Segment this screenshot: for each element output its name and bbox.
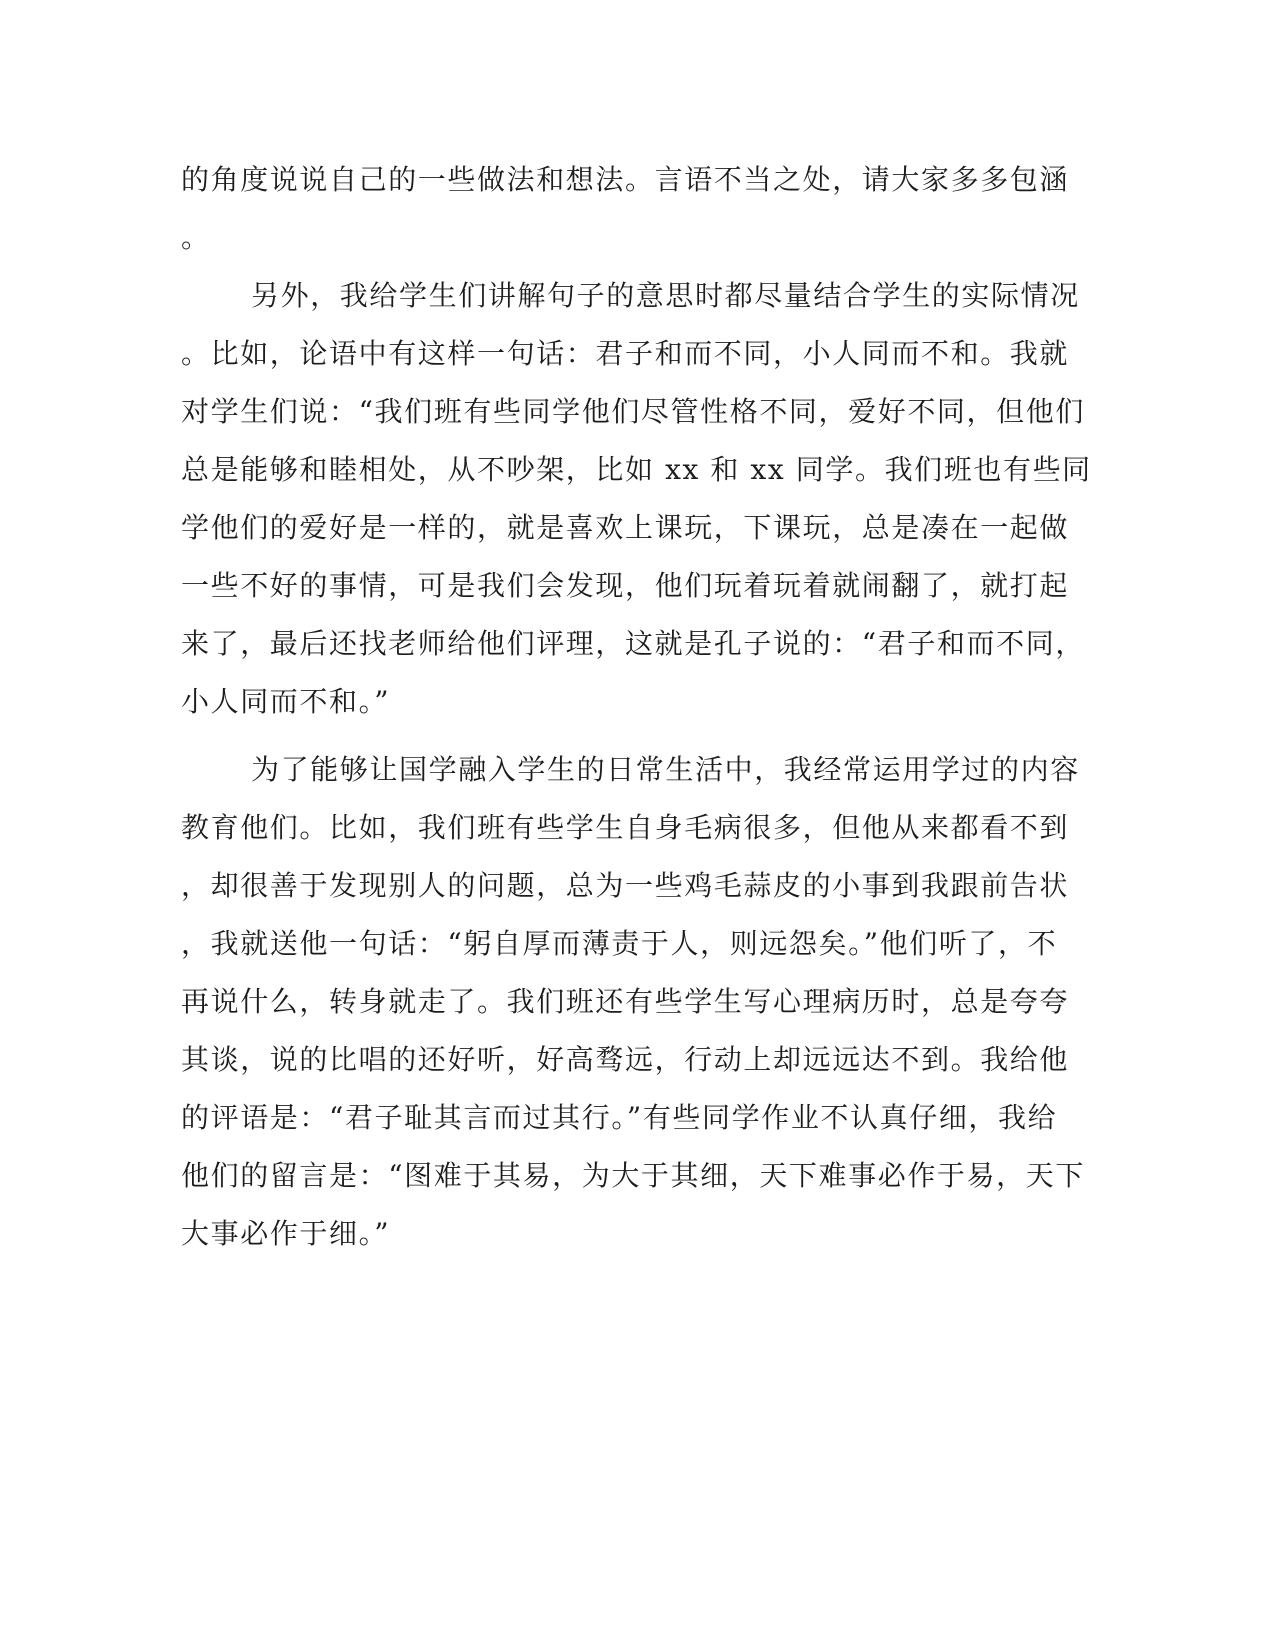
text-line: ，我就送他一句话：“躬自厚而薄责于人，则远怨矣。”他们听了，不	[181, 927, 1058, 960]
paragraph-first-line: 另外，我给学生们讲解句子的意思时都尽量结合学生的实际情况	[251, 279, 1080, 312]
text-line: 的评语是：“君子耻其言而过其行。”有些同学作业不认真仔细，我给	[181, 1101, 1058, 1134]
text-line: 其谈，说的比唱的还好听，好高骛远，行动上却远远达不到。我给他	[181, 1043, 1070, 1076]
text-line: ，却很善于发现别人的问题，总为一些鸡毛蒜皮的小事到我跟前告状	[181, 869, 1070, 902]
text-line: 。比如，论语中有这样一句话：君子和而不同，小人同而不和。我就	[181, 337, 1070, 370]
text-line: 总是能够和睦相处，从不吵架，比如 xx 和 xx 同学。我们班也有些同	[181, 453, 1092, 486]
text-line: 。	[181, 221, 211, 254]
text-line: 大事必作于细。”	[181, 1217, 391, 1250]
text-line: 对学生们说：“我们班有些同学他们尽管性格不同，爱好不同，但他们	[181, 395, 1085, 428]
text-line: 的角度说说自己的一些做法和想法。言语不当之处，请大家多多包涵	[181, 163, 1070, 196]
paragraph-first-line: 为了能够让国学融入学生的日常生活中，我经常运用学过的内容	[251, 753, 1080, 786]
text-line: 一些不好的事情，可是我们会发现，他们玩着玩着就闹翻了，就打起	[181, 569, 1070, 602]
text-line: 他们的留言是：“图难于其易，为大于其细，天下难事必作于易，天下	[181, 1159, 1085, 1192]
text-line: 再说什么，转身就走了。我们班还有些学生写心理病历时，总是夸夸	[181, 985, 1070, 1018]
text-line: 学他们的爱好是一样的，就是喜欢上课玩，下课玩，总是凑在一起做	[181, 511, 1070, 544]
text-line: 小人同而不和。”	[181, 685, 391, 718]
text-line: 教育他们。比如，我们班有些学生自身毛病很多，但他从来都看不到	[181, 811, 1070, 844]
text-line: 来了，最后还找老师给他们评理，这就是孔子说的：“君子和而不同，	[181, 627, 1085, 660]
